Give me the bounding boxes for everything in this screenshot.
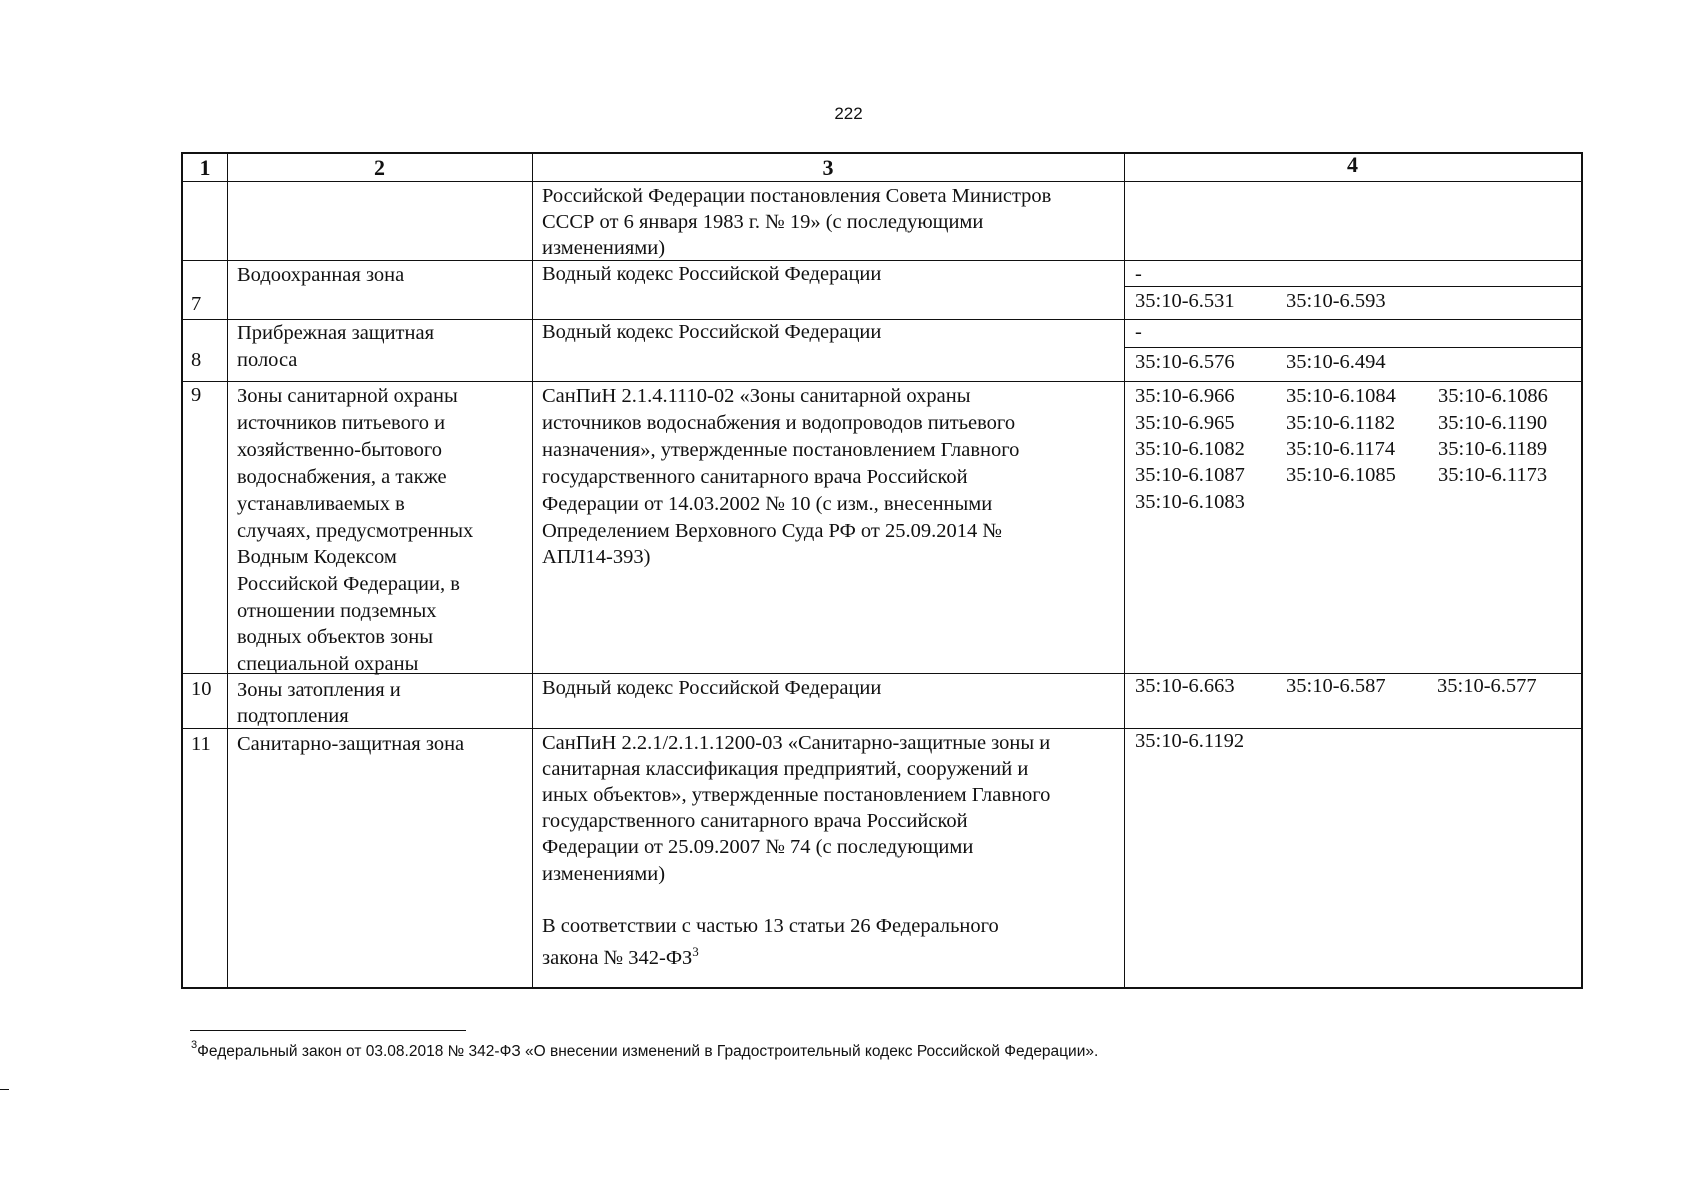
row-7-code: 35:10-6.531 <box>1135 290 1235 312</box>
header-col-4: 4 <box>1347 152 1358 177</box>
header-col-1: 1 <box>199 155 211 180</box>
row-9-basis-line: источников водоснабжения и водопроводов питьевого <box>542 412 1016 434</box>
row-11-number: 11 <box>191 733 211 755</box>
row-10-name-line: Зоны затопления и <box>237 679 401 701</box>
row-9-name-line: Водным Кодексом <box>237 546 397 568</box>
col-divider-1 <box>227 154 228 987</box>
row-9-code: 35:10-6.1086 <box>1438 385 1548 407</box>
row-9-code: 35:10-6.965 <box>1135 412 1235 434</box>
row-rule-8-sub <box>1124 347 1581 348</box>
row-7-number: 7 <box>191 293 202 315</box>
row-9-name-line: специальной охраны <box>237 653 419 675</box>
col-divider-3 <box>1124 154 1125 987</box>
footnote <box>191 1041 1098 1061</box>
row-10-name-line: подтопления <box>237 705 349 727</box>
header-rule <box>183 181 1581 182</box>
row-11-basis-line: государственного санитарного врача Российской <box>542 810 968 832</box>
row-9-name-line: устанавливаемых в <box>237 493 405 515</box>
row-9-name-line: отношении подземных <box>237 600 437 622</box>
row-11-basis-extra-text: закона № 342-ФЗ <box>542 946 693 969</box>
continuation-basis-line: Российской Федерации постановления Совета Министров <box>542 185 1052 207</box>
row-rule-11 <box>183 728 1581 729</box>
row-7-codes-dash: - <box>1135 263 1142 285</box>
row-9-code: 35:10-6.1085 <box>1286 464 1396 486</box>
row-7-name: Водоохранная зона <box>237 264 405 286</box>
row-9-name-line: Российской Федерации, в <box>237 573 460 595</box>
col-divider-2 <box>532 154 533 987</box>
row-9-code: 35:10-6.1083 <box>1135 491 1245 513</box>
row-9-code: 35:10-6.1190 <box>1438 412 1548 434</box>
row-9-name-line: случаях, предусмотренных <box>237 520 474 542</box>
header-col-3: 3 <box>822 155 834 180</box>
row-7-code: 35:10-6.593 <box>1286 290 1386 312</box>
row-9-basis-line: СанПиН 2.1.4.1110-02 «Зоны санитарной охраны <box>542 385 971 407</box>
continuation-basis-line: СССР от 6 января 1983 г. № 19» (с последующими <box>542 211 984 233</box>
row-8-basis: Водный кодекс Российской Федерации <box>542 321 882 343</box>
row-9-code: 35:10-6.966 <box>1135 385 1235 407</box>
row-9-name-line: хозяйственно-бытового <box>237 439 443 461</box>
row-9-code: 35:10-6.1189 <box>1438 438 1548 460</box>
row-8-code: 35:10-6.576 <box>1135 351 1235 373</box>
page-number: 222 <box>834 104 863 123</box>
row-10-basis: Водный кодекс Российской Федерации <box>542 677 882 699</box>
row-rule-9 <box>183 381 1581 382</box>
row-9-code: 35:10-6.1174 <box>1286 438 1396 460</box>
row-9-number: 9 <box>191 384 202 406</box>
row-10-number: 10 <box>191 678 212 700</box>
row-9-code: 35:10-6.1182 <box>1286 412 1396 434</box>
row-9-name-line: источников питьевого и <box>237 412 446 434</box>
row-10-code: 35:10-6.663 <box>1135 675 1235 697</box>
row-11-basis-extra-line: В соответствии с частью 13 статьи 26 Федерального <box>542 915 999 937</box>
row-8-name-line: Прибрежная защитная <box>237 322 435 344</box>
row-9-code: 35:10-6.1087 <box>1135 464 1245 486</box>
row-rule-7 <box>183 260 1581 261</box>
scan-edge-mark <box>0 1089 9 1090</box>
row-9-code: 35:10-6.1173 <box>1438 464 1548 486</box>
footnote-text: Федеральный закон от 03.08.2018 № 342-ФЗ «О внесении изменений в Градостроительный кодекс Российской Федерации». <box>197 1043 1099 1061</box>
row-11-basis-line: изменениями) <box>542 863 666 885</box>
row-10-code: 35:10-6.577 <box>1437 675 1537 697</box>
continuation-basis-line: изменениями) <box>542 237 666 259</box>
footnote-separator <box>190 1030 466 1031</box>
row-8-name-line: полоса <box>237 349 298 371</box>
row-9-name-line: водных объектов зоны <box>237 626 434 648</box>
row-11-basis-extra-line <box>542 939 699 971</box>
row-8-codes-dash: - <box>1135 321 1142 343</box>
row-10-code: 35:10-6.587 <box>1286 675 1386 697</box>
row-9-basis-line: Определением Верховного Суда РФ от 25.09.2014 № <box>542 520 1002 542</box>
zones-table <box>181 152 1583 989</box>
row-9-name-line: Зоны санитарной охраны <box>237 385 458 407</box>
row-9-basis-line: АПЛ14-393) <box>542 546 651 568</box>
row-9-basis-line: назначения», утвержденные постановлением Главного <box>542 439 1020 461</box>
row-11-name: Санитарно-защитная зона <box>237 733 465 755</box>
footnote-marker: 3 <box>191 1039 198 1051</box>
row-8-code: 35:10-6.494 <box>1286 351 1386 373</box>
row-9-basis-line: Федерации от 14.03.2002 № 10 (с изм., внесенными <box>542 493 993 515</box>
row-11-code: 35:10-6.1192 <box>1135 730 1245 752</box>
row-9-code: 35:10-6.1082 <box>1135 438 1245 460</box>
row-11-basis-line: СанПиН 2.2.1/2.1.1.1200-03 «Санитарно-защитные зоны и <box>542 732 1051 754</box>
row-9-basis-line: государственного санитарного врача Российской <box>542 466 968 488</box>
row-9-code: 35:10-6.1084 <box>1286 385 1396 407</box>
row-11-basis-line: иных объектов», утвержденные постановлением Главного <box>542 784 1051 806</box>
row-9-name-line: водоснабжения, а также <box>237 466 447 488</box>
row-8-number: 8 <box>191 349 202 371</box>
row-7-basis: Водный кодекс Российской Федерации <box>542 263 882 285</box>
row-11-basis-line: санитарная классификация предприятий, сооружений и <box>542 758 1029 780</box>
footnote-reference[interactable]: 3 <box>692 944 699 959</box>
row-rule-7-sub <box>1124 286 1581 287</box>
row-11-basis-line: Федерации от 25.09.2007 № 74 (с последующими <box>542 836 974 858</box>
header-col-2: 2 <box>374 155 385 180</box>
